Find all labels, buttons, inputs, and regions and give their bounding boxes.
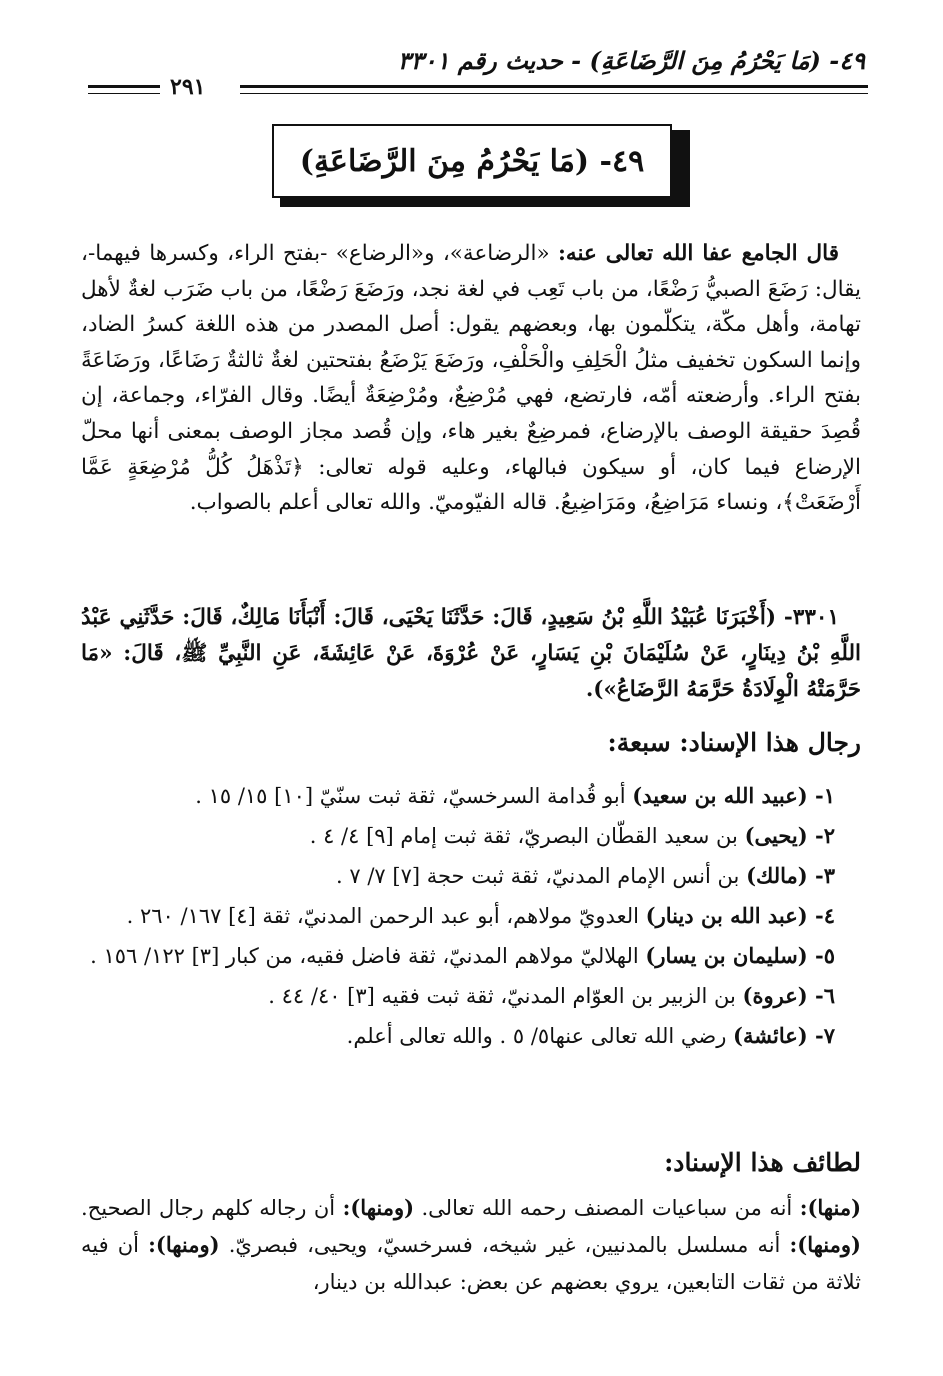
- lataif-text: أنه مسلسل بالمدنيين، غير شيخه، فسرخسيّ، ويحيى، فبصريّ.: [228, 1232, 781, 1257]
- lataif-paragraph: [81, 1190, 861, 1300]
- narrator-name: ٥- (سليمان بن يسار): [645, 943, 835, 968]
- chapter-box: [272, 124, 672, 198]
- lataif-text: أنه من سباعيات المصنف رحمه الله تعالى.: [421, 1196, 793, 1220]
- narrator-item: [81, 976, 861, 1016]
- narrator-item: [81, 936, 861, 976]
- narrator-item: [81, 856, 861, 896]
- running-header-title: ٤٩- (مَا يَحْرُمُ مِنَ الرَّضَاعَةِ) - حديث رقم ٣٣٠١: [397, 46, 865, 75]
- intro-paragraph: [81, 236, 861, 521]
- narrators-heading: رجال هذا الإسناد: سبعة:: [607, 728, 861, 757]
- narrator-desc: الهلاليّ مولاهم المدنيّ، ثقة فاضل فقيه، من كبار [٣] ١٢٢/ ١٥٦ .: [90, 944, 639, 968]
- lataif-tag: (ومنها):: [148, 1231, 220, 1257]
- page-number: ٢٩١: [170, 74, 206, 100]
- narrator-name: ٤- (عبد الله بن دينار): [645, 903, 835, 928]
- chapter-title: ٤٩- (مَا يَحْرُمُ مِنَ الرَّضَاعَةِ): [299, 143, 645, 179]
- narrator-name: ٢- (يحيى): [744, 823, 835, 848]
- narrator-desc: رضي الله تعالى عنها٥/ ٥ . والله تعالى أعلم.: [346, 1024, 727, 1048]
- narrator-name: ٦- (عروة): [742, 983, 835, 1008]
- lataif-tag: (ومنها):: [342, 1195, 415, 1220]
- narrator-item: [81, 776, 861, 816]
- narrator-name: ٧- (عائشة): [733, 1023, 835, 1048]
- intro-text: «الرضاعة»، و«الرضاع» -بفتح الراء، وكسرها فيهما-، يقال: رَضَعَ الصبيُّ رَضْعًا، من باب تَعِب في لغة نجد، ورَضَعَ رَضْعًا، من باب ضَرَب لغةٌ لأهل تهامة، وأهل مكّة، يتكلّمون بها، وبعضهم يقول: أصل المصدر من هذه اللغة كسرُ الضاد، وإنما السكون تخفيف مثلُ الْحَلِفِ والْحَلْفِ، ورَضَعَ يَرْضَعُ بفتحتين لغةٌ ثالثةٌ رَضَاعًا، ورَضَاعَةً بفتح الراء. وأرضعته أمّه، فارتضع، فهي مُرْضِعٌ، ومُرْضِعَةٌ أيضًا. وقال الفرّاء، وجماعة، إن قُصِدَ حقيقة الوصف بالإرضاع، فمرضِعٌ بغير هاء، وإن قُصد مجاز الوصف بمعنى أنها محلّ الإرضاع فيما كان، أو سيكون فبالهاء، وعليه قوله تعالى: ﴿تَذْهَلُ كُلُّ مُرْضِعَةٍ عَمَّا أَرْضَعَتْ﴾، ونساء مَرَاضِعُ، ومَرَاضِيعُ. قاله الفيّوميّ. والله تعالى أعلم بالصواب.: [81, 241, 861, 516]
- intro-lead: قال الجامع عفا الله تعالى عنه:: [558, 241, 839, 266]
- narrator-name: ٣- (مالك): [746, 863, 835, 888]
- lataif-heading: لطائف هذا الإسناد:: [664, 1148, 861, 1177]
- header-rule-thick: [240, 85, 868, 88]
- hadith-text: ٣٣٠١- (أَخْبَرَنَا عُبَيْدُ اللَّهِ بْنُ سَعِيدٍ، قَالَ: حَدَّثَنَا يَحْيَى، قَالَ: أَنْبَأَنَا مَالِكٌ، قَالَ: حَدَّثَنِي عَبْدُ اللَّهِ بْنُ دِينَارٍ، عَنْ سُلَيْمَانَ بْنِ يَسَارٍ، عَنْ عُرْوَةَ، عَنْ عَائِشَةَ، عَنِ النَّبِيِّ ﷺ، قَالَ: «مَا حَرَّمَتْهُ الْوِلَادَةُ حَرَّمَهُ الرَّضَاعُ»).: [81, 605, 861, 702]
- narrator-desc: العدويّ مولاهم، أبو عبد الرحمن المدنيّ، ثقة [٤] ١٦٧/ ٢٦٠ .: [126, 904, 639, 928]
- narrator-desc: بن أنس الإمام المدنيّ، ثقة ثبت حجة [٧] ٧/ ٧ .: [336, 864, 740, 888]
- narrators-list: [81, 776, 861, 1056]
- lataif-tag: (منها):: [799, 1195, 862, 1220]
- narrator-desc: أبو قُدامة السرخسيّ، ثقة ثبت سنّيّ [١٠] ١٥/ ١٥ .: [195, 784, 626, 808]
- page-number-rule-thin: [88, 93, 160, 94]
- narrator-name: ١- (عبيد الله بن سعيد): [632, 783, 835, 808]
- narrator-desc: بن الزبير بن العوّام المدنيّ، ثقة ثبت فقيه [٣] ٤٠/ ٤٤ .: [268, 984, 736, 1008]
- lataif-text: أن فيه ثلاثة من ثقات التابعين، يروي بعضهم عن بعض: عبدالله بن دينار،: [81, 1232, 861, 1294]
- narrator-item: [81, 1016, 861, 1056]
- lataif-tag: (ومنها):: [789, 1231, 861, 1257]
- narrator-item: [81, 816, 861, 856]
- lataif-text: أن رجاله كلهم رجال الصحيح.: [81, 1196, 336, 1220]
- page-number-rule-thick: [88, 85, 160, 88]
- narrator-item: [81, 896, 861, 936]
- narrator-desc: بن سعيد القطّان البصريّ، ثقة ثبت إمام [٩] ٤/ ٤ .: [309, 824, 738, 848]
- header-rule-thin: [240, 93, 868, 94]
- hadith-paragraph: [81, 600, 861, 707]
